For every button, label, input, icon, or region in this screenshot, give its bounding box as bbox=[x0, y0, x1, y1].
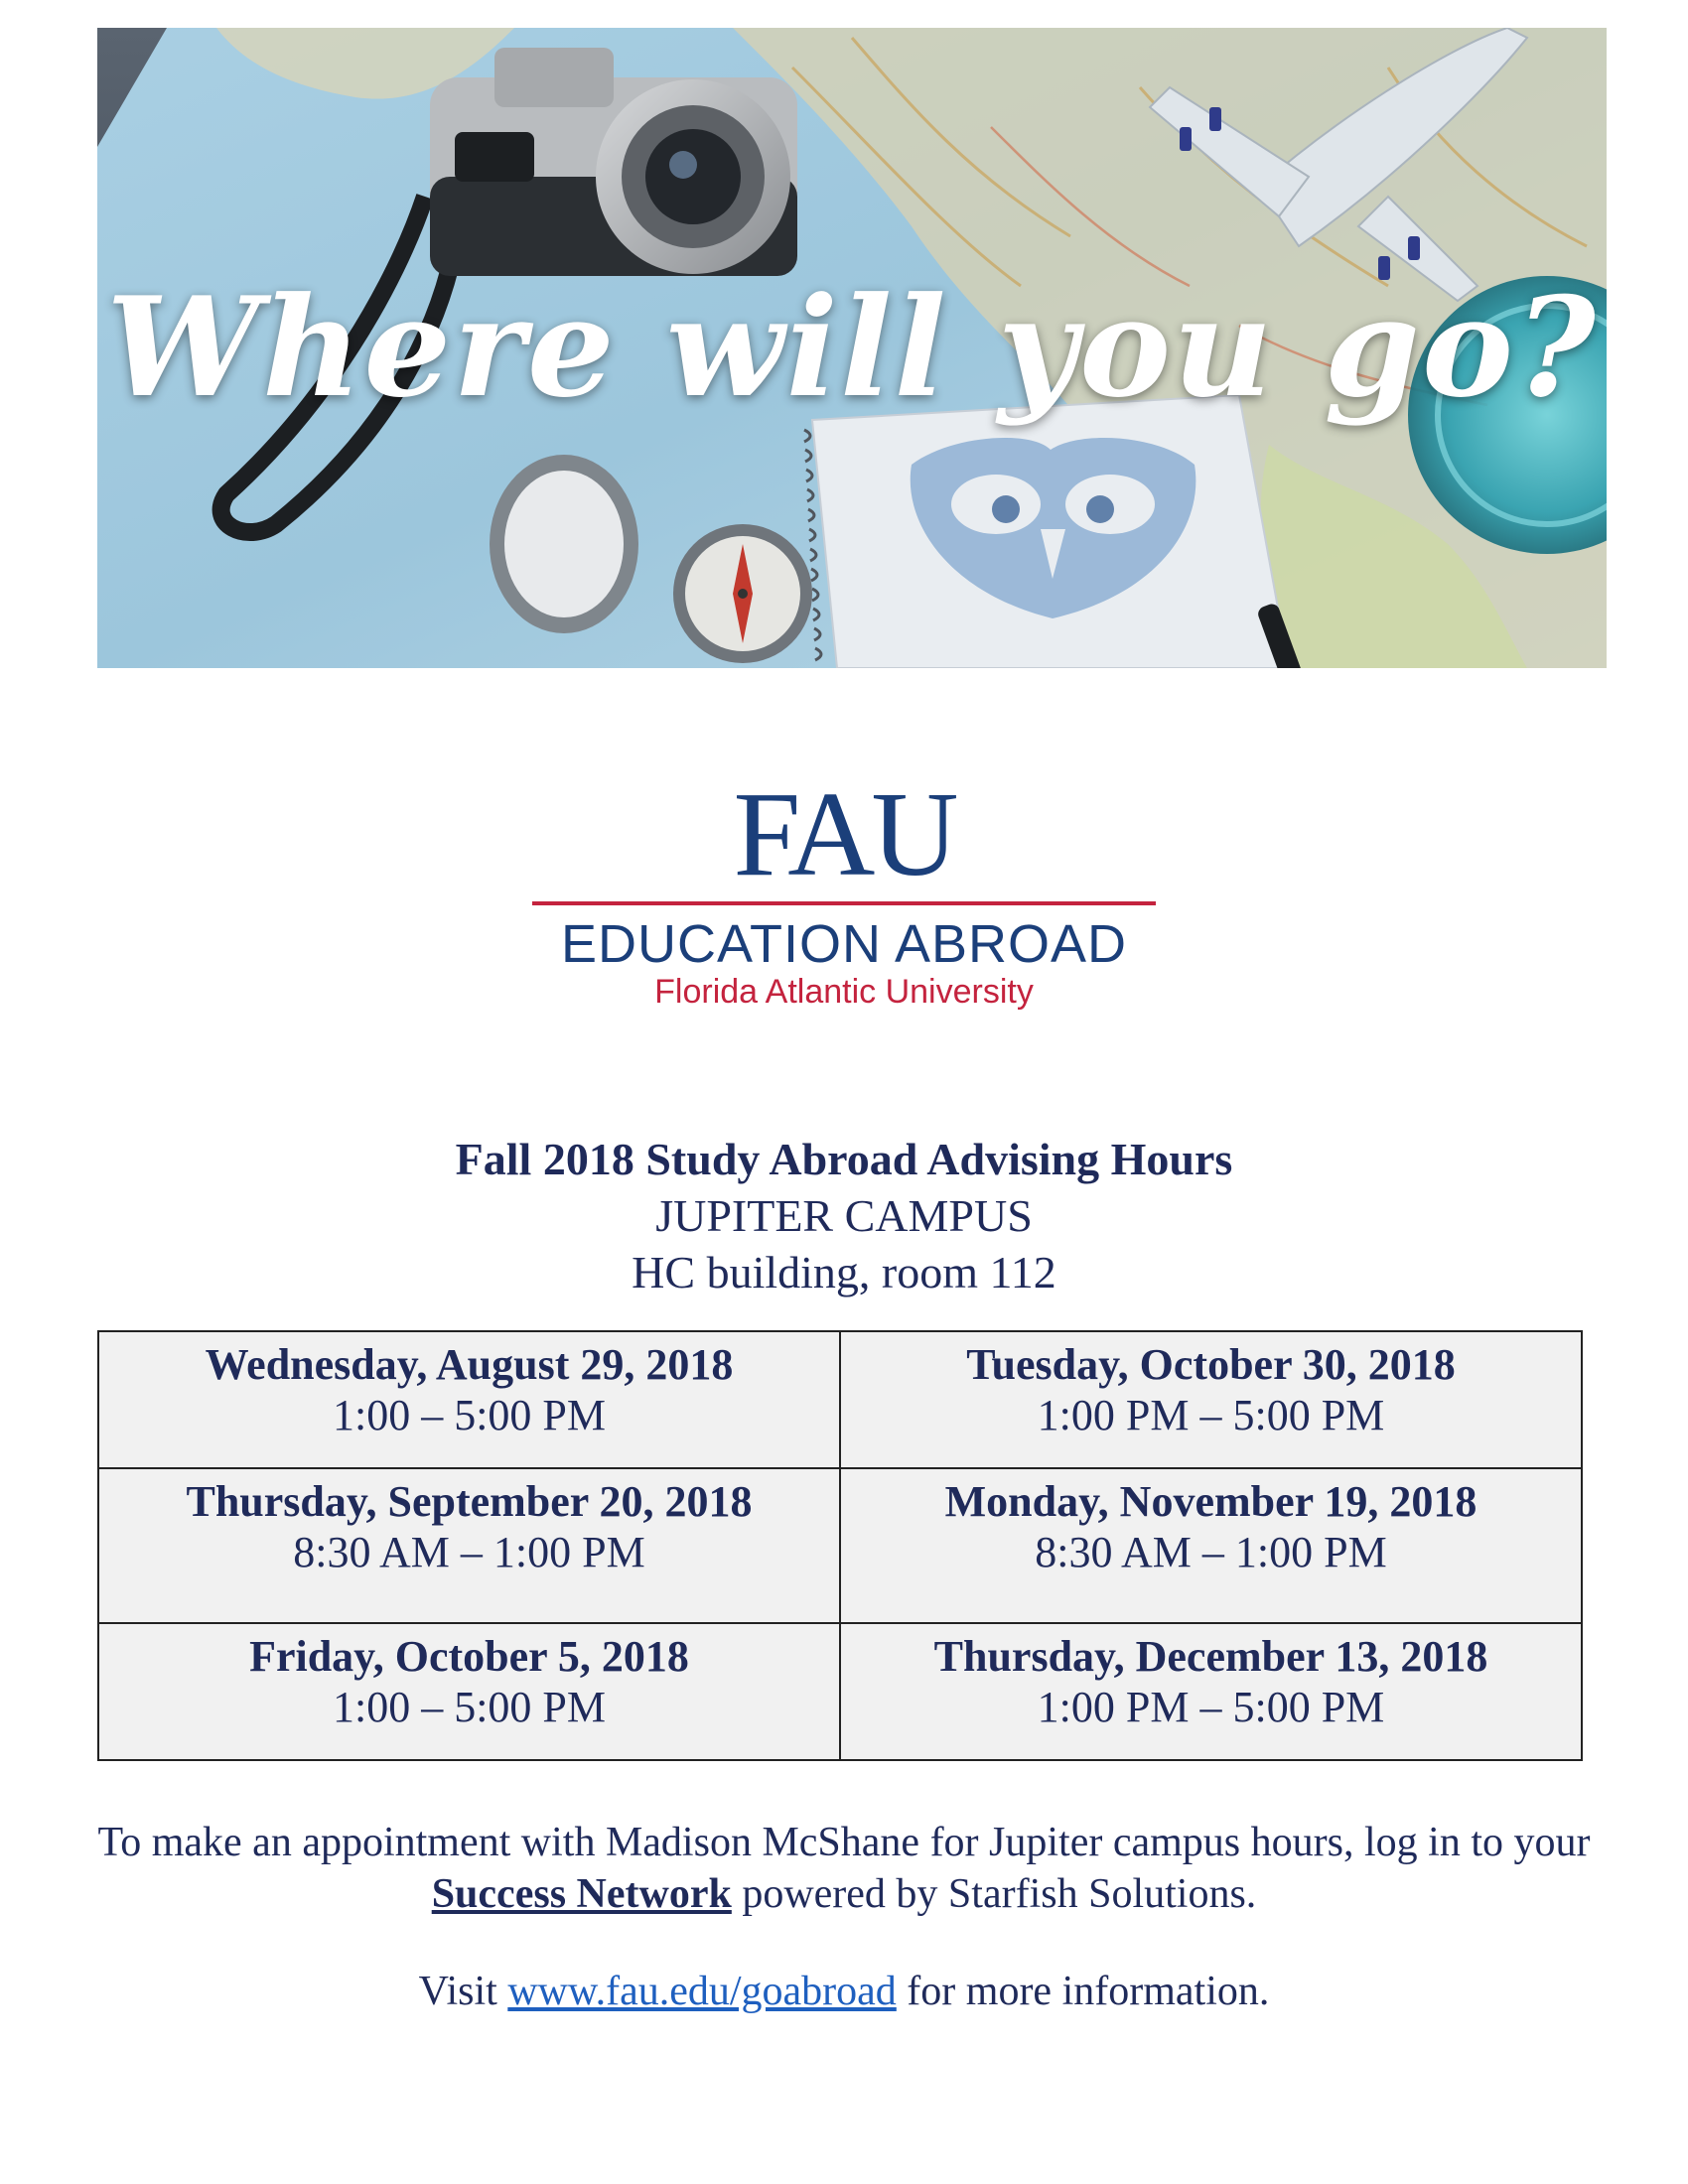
table-cell bbox=[840, 1623, 1582, 1760]
table-row bbox=[98, 1468, 1582, 1623]
fau-education-abroad-logo bbox=[526, 767, 1162, 1018]
session-time: 1:00 – 5:00 PM bbox=[332, 1391, 607, 1439]
appointment-instructions bbox=[89, 1817, 1599, 1920]
session-date: Thursday, December 13, 2018 bbox=[933, 1632, 1488, 1681]
session-time: 8:30 AM – 1:00 PM bbox=[293, 1528, 645, 1576]
visit-text-after: for more information. bbox=[896, 1969, 1270, 2014]
advising-hours-table bbox=[97, 1330, 1583, 1761]
banner-headline: Where will you go? bbox=[106, 266, 1598, 428]
session-date: Friday, October 5, 2018 bbox=[249, 1632, 689, 1681]
table-cell bbox=[98, 1623, 840, 1760]
table-row bbox=[98, 1331, 1582, 1468]
table-cell bbox=[840, 1331, 1582, 1468]
success-network-link[interactable]: Success Network bbox=[431, 1871, 732, 1917]
logo-unit-name: EDUCATION ABROAD bbox=[560, 914, 1128, 974]
session-date: Monday, November 19, 2018 bbox=[944, 1477, 1477, 1526]
page-title: Fall 2018 Study Abroad Advising Hours bbox=[455, 1134, 1233, 1184]
schedule-heading bbox=[0, 1132, 1688, 1300]
session-time: 1:00 PM – 5:00 PM bbox=[1037, 1391, 1385, 1439]
visit-info bbox=[89, 1966, 1599, 2017]
room-location: HC building, room 112 bbox=[632, 1247, 1056, 1297]
table-cell bbox=[98, 1468, 840, 1623]
hero-banner bbox=[97, 28, 1607, 668]
session-date: Tuesday, October 30, 2018 bbox=[966, 1340, 1456, 1389]
session-date: Thursday, September 20, 2018 bbox=[186, 1477, 753, 1526]
visit-text-before: Visit bbox=[418, 1969, 508, 2014]
goabroad-website-link[interactable]: www.fau.edu/goabroad bbox=[507, 1969, 897, 2014]
logo-university-name: Florida Atlantic University bbox=[654, 973, 1034, 1011]
logo-divider bbox=[532, 901, 1156, 905]
session-time: 1:00 PM – 5:00 PM bbox=[1037, 1683, 1385, 1731]
campus-name: JUPITER CAMPUS bbox=[655, 1190, 1033, 1241]
session-time: 8:30 AM – 1:00 PM bbox=[1035, 1528, 1387, 1576]
table-cell bbox=[98, 1331, 840, 1468]
appointment-text-before: To make an appointment with Madison McShane for Jupiter campus hours, log in to your bbox=[97, 1820, 1591, 1865]
table-row bbox=[98, 1623, 1582, 1760]
table-cell bbox=[840, 1468, 1582, 1623]
logo-wordmark: FAU bbox=[733, 767, 955, 901]
session-date: Wednesday, August 29, 2018 bbox=[205, 1340, 734, 1389]
appointment-text-after: powered by Starfish Solutions. bbox=[731, 1871, 1257, 1917]
session-time: 1:00 – 5:00 PM bbox=[332, 1683, 607, 1731]
